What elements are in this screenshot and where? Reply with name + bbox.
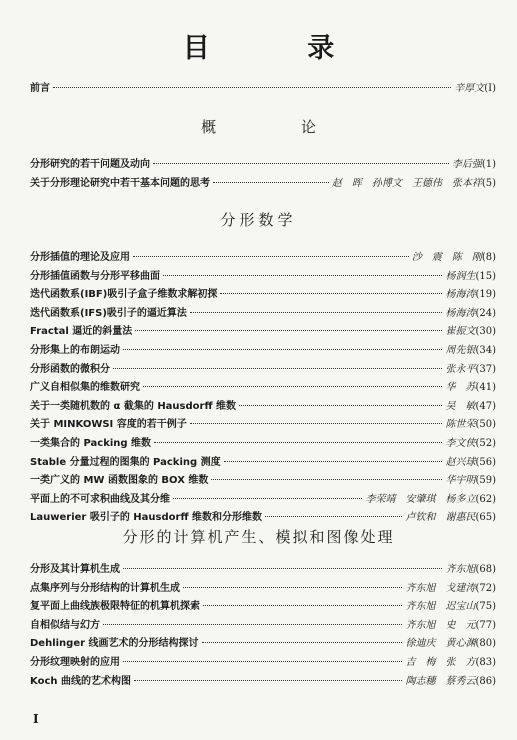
entry-author: 齐东旭 <box>445 564 476 575</box>
entry-page: (75) <box>475 601 496 613</box>
toc-entry[interactable] <box>30 656 496 670</box>
dot-leader <box>123 661 402 662</box>
entry-page: (80) <box>475 638 496 650</box>
toc-entry[interactable] <box>30 675 496 689</box>
dot-leader <box>173 498 362 499</box>
dot-leader <box>123 568 442 569</box>
entry-author: 周先银 <box>445 345 476 356</box>
entry-title: Lauwerier 吸引子的 Hausdorff 维数和分形维数 <box>30 512 263 524</box>
entry-page: (52) <box>475 438 496 449</box>
dot-leader <box>213 182 329 183</box>
dot-leader <box>133 256 409 257</box>
entry-title: 分形研究的若干问题及动向 <box>30 159 150 170</box>
toc-entry[interactable] <box>30 456 496 470</box>
entry-author: 齐东旭 戈建涛 <box>405 582 476 594</box>
dot-leader <box>203 605 402 606</box>
entry-title: 迭代函数系(IBF)吸引子盒子维数求解初探 <box>30 289 218 301</box>
toc-entry[interactable] <box>30 288 496 302</box>
entry-title: 平面上的不可求积曲线及其分维 <box>30 493 170 505</box>
entry-title: Dehlinger 线画艺术的分形结构探讨 <box>30 638 199 650</box>
entry-title: 分形插值函数与分形平移曲面 <box>30 270 160 282</box>
entry-title: 分形函数的微积分 <box>30 363 110 375</box>
dot-leader <box>53 87 451 88</box>
entry-author: 徐迪庆 黄心渊 <box>405 638 476 650</box>
entry-title: 迭代函数系(IFS)吸引子的逼近算法 <box>30 307 187 319</box>
entry-author: 华 苏 <box>445 382 476 394</box>
toc-entry[interactable] <box>30 307 496 321</box>
toc-entry-preface[interactable] <box>30 82 496 96</box>
entry-title: 前言 <box>30 83 50 94</box>
entry-title: 一类广义的 MW 函数图象的 BOX 维数 <box>30 475 209 487</box>
toc-entry[interactable] <box>30 325 496 339</box>
entry-title: 分形纹理映射的应用 <box>30 657 120 668</box>
dot-leader <box>113 368 442 369</box>
dot-leader <box>202 642 403 643</box>
page-title: 目 录 <box>182 33 379 64</box>
entry-page: (68) <box>475 564 496 575</box>
toc-entry[interactable] <box>30 344 496 358</box>
page-footer-mark: I <box>33 712 39 726</box>
entry-author: 吉 梅 张 方 <box>405 657 476 668</box>
entry-title: 分形插值的理论及应用 <box>30 252 130 263</box>
entry-author: 齐东旭 迟宝山 <box>405 601 476 613</box>
entry-page: (30) <box>475 326 496 338</box>
toc-entry[interactable] <box>30 177 496 191</box>
entry-title: 关于 MINKOWSI 容度的若干例子 <box>30 419 187 431</box>
section-heading-math: 分形数学 <box>220 211 297 229</box>
dot-leader <box>190 423 443 424</box>
entry-author: 崔振文 <box>445 326 476 338</box>
toc-entry[interactable] <box>30 437 496 451</box>
entry-author: 齐东旭 史 元 <box>405 619 476 631</box>
entry-page: (1) <box>481 159 496 170</box>
entry-title: 一类集合的 Packing 维数 <box>30 438 152 449</box>
dot-leader <box>153 163 449 164</box>
entry-page: (34) <box>475 345 496 356</box>
entry-page: (56) <box>475 456 496 468</box>
toc-entry[interactable] <box>30 474 496 488</box>
entry-author: 李后强 <box>451 159 482 170</box>
toc-entry[interactable] <box>30 158 496 172</box>
toc-entry[interactable] <box>30 363 496 377</box>
entry-title: 分形集上的布朗运动 <box>30 345 120 356</box>
entry-title: 点集序列与分形结构的计算机生成 <box>30 582 180 594</box>
section-heading-computer: 分形的计算机产生、模拟和图像处理 <box>122 528 395 546</box>
entry-title: Stable 分量过程的图集的 Packing 测度 <box>30 456 221 468</box>
entry-title: 自相似结与幻方 <box>30 619 100 631</box>
entry-page: (72) <box>475 582 496 594</box>
entry-author: 华宇明 <box>445 475 476 487</box>
dot-leader <box>224 461 443 462</box>
toc-entry[interactable] <box>30 418 496 432</box>
entry-page: (41) <box>475 382 496 394</box>
toc-entry[interactable] <box>30 619 496 633</box>
dot-leader <box>143 386 442 387</box>
toc-entry[interactable] <box>30 600 496 614</box>
entry-page: (62) <box>475 493 496 505</box>
dot-leader <box>154 442 442 443</box>
dot-leader <box>103 624 402 625</box>
entry-author: 杨润生 <box>445 270 476 282</box>
entry-author: 李荣靖 安肇琪 杨多立 <box>365 493 476 505</box>
dot-leader <box>265 516 402 517</box>
toc-entry[interactable] <box>30 637 496 651</box>
entry-author: 卢钦和 谢惠民 <box>405 512 476 524</box>
entry-author: 吴 敏 <box>445 400 476 412</box>
entry-page: (Ⅰ) <box>484 83 496 94</box>
toc-entry[interactable] <box>30 493 496 507</box>
entry-title: 分形及其计算机生成 <box>30 564 120 575</box>
entry-page: (83) <box>475 657 496 668</box>
dot-leader <box>220 293 442 294</box>
entry-author: 赵 晖 孙博文 王德伟 张本祥 <box>331 178 482 189</box>
toc-entry[interactable] <box>30 563 496 577</box>
entry-page: (15) <box>475 270 496 282</box>
toc-entry[interactable] <box>30 270 496 284</box>
dot-leader <box>239 405 442 406</box>
entry-title: 关于分形理论研究中若干基本问题的思考 <box>30 178 210 189</box>
entry-page: (5) <box>481 178 496 189</box>
entry-page: (37) <box>475 363 496 375</box>
dot-leader <box>190 312 443 313</box>
entry-author: 陶志穗 蔡秀云 <box>405 675 476 687</box>
entry-page: (47) <box>475 400 496 412</box>
entry-title: Koch 曲线的艺术构图 <box>30 675 131 687</box>
entry-author: 张永平 <box>445 363 476 375</box>
dot-leader <box>135 330 442 331</box>
entry-author: 陈世荣 <box>445 419 476 431</box>
toc-entry[interactable] <box>30 511 496 525</box>
dot-leader <box>134 680 402 681</box>
section-heading-overview: 概 论 <box>201 118 356 136</box>
toc-entry[interactable] <box>30 582 496 596</box>
dot-leader <box>183 587 402 588</box>
entry-page: (65) <box>475 512 496 524</box>
entry-title: Fractal 逼近的斜量法 <box>30 326 133 338</box>
entry-author: 辛厚文 <box>454 83 485 94</box>
entry-title: 关于一类随机数的 α 截集的 Hausdorff 维数 <box>30 400 237 412</box>
entry-author: 沙 震 陈 刚 <box>411 252 482 263</box>
dot-leader <box>123 349 442 350</box>
entry-author: 李文侠 <box>445 438 476 449</box>
entry-page: (24) <box>475 307 496 319</box>
entry-page: (86) <box>475 675 496 687</box>
entry-title: 广义自相似集的维数研究 <box>30 382 140 394</box>
entry-page: (59) <box>475 475 496 487</box>
toc-entry[interactable] <box>30 400 496 414</box>
entry-page: (8) <box>481 252 496 263</box>
dot-leader <box>211 479 442 480</box>
toc-entry[interactable] <box>30 381 496 395</box>
entry-page: (19) <box>475 289 496 301</box>
entry-title: 复平面上曲线族极限特征的机算机探索 <box>30 601 200 613</box>
entry-author: 赵兴球 <box>445 456 476 468</box>
entry-page: (50) <box>475 419 496 431</box>
entry-author: 杨海涛 <box>445 307 476 319</box>
entry-page: (77) <box>475 619 496 631</box>
toc-entry[interactable] <box>30 251 496 265</box>
dot-leader <box>163 275 442 276</box>
entry-author: 杨海涛 <box>445 289 476 301</box>
